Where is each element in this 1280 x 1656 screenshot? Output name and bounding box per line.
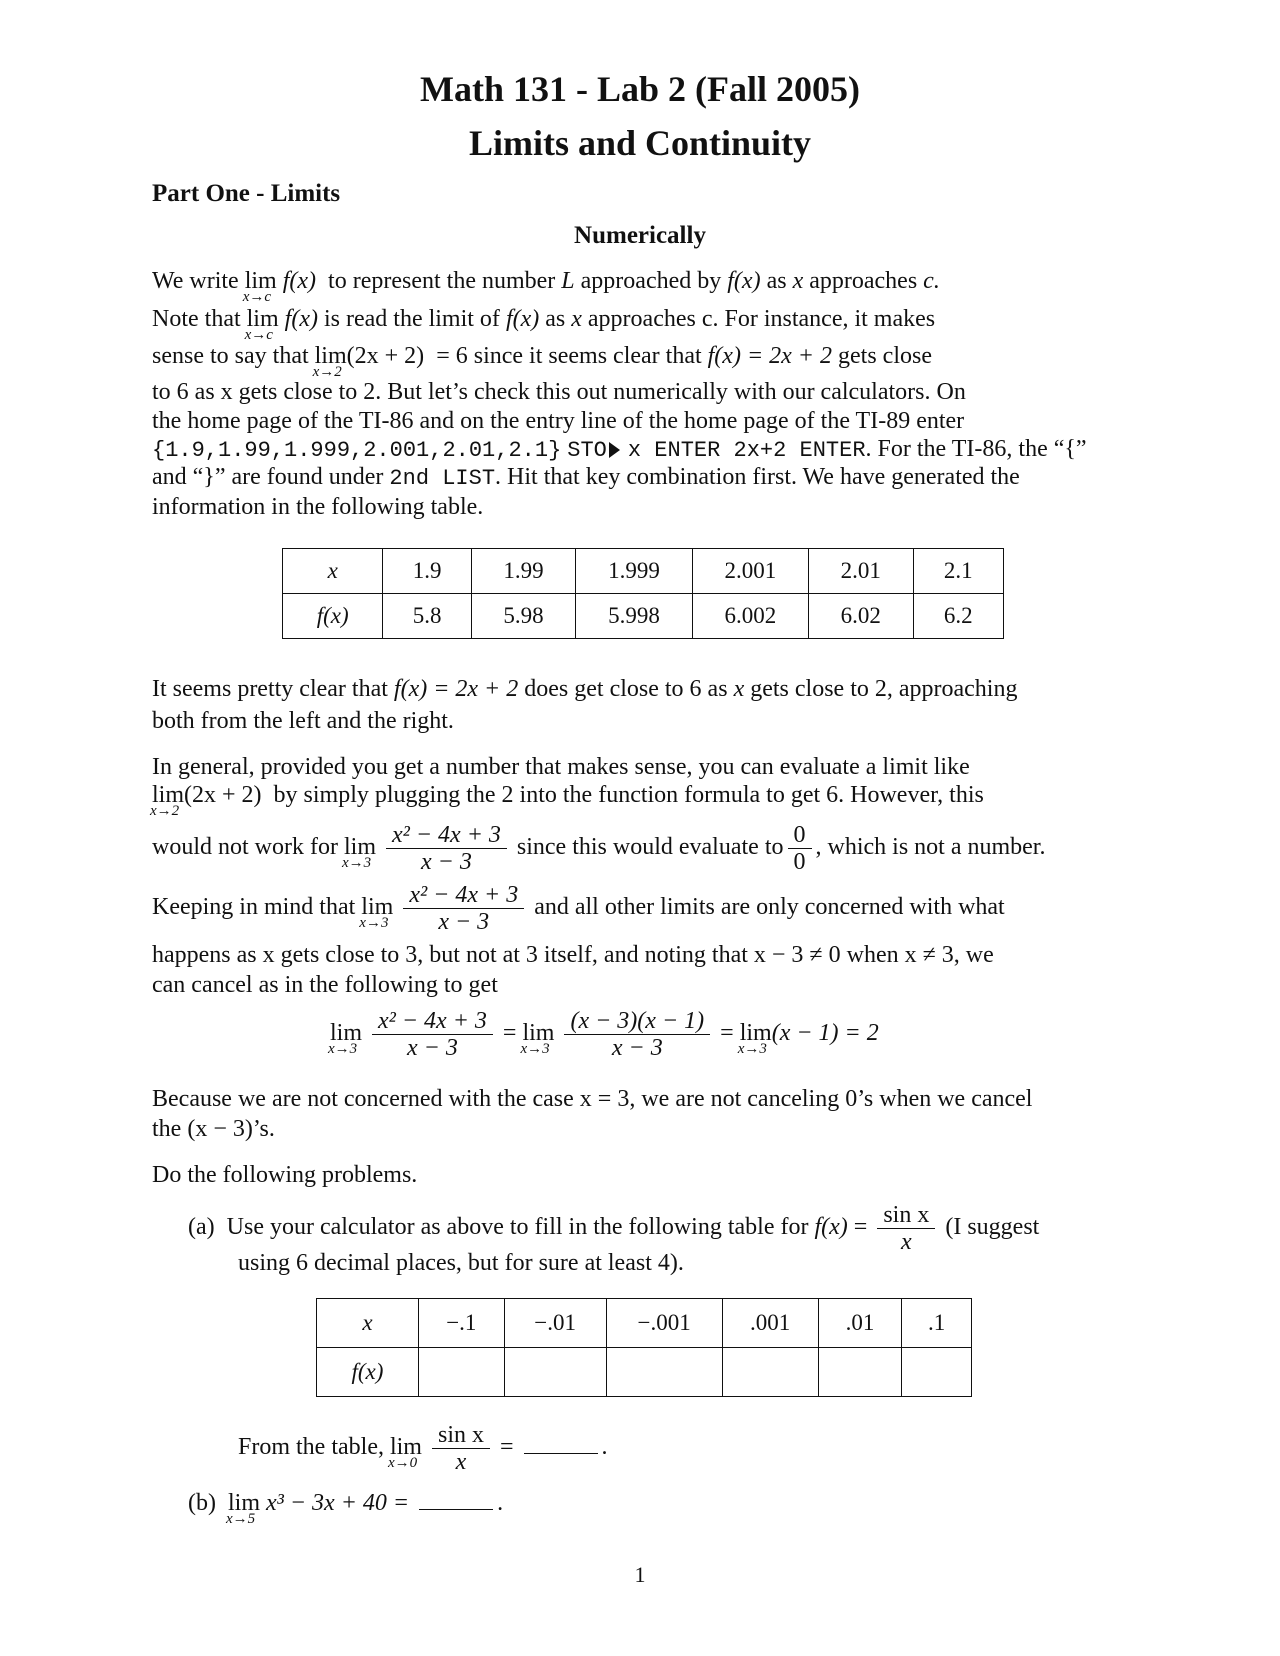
lim-word: lim xyxy=(739,1020,772,1047)
table-cell: 2.1 xyxy=(913,549,1003,594)
lim-word: lim xyxy=(314,343,347,369)
lim-word: lim xyxy=(227,1490,260,1516)
fraction-sinx-over-x xyxy=(432,1422,490,1475)
problem-label: (a) xyxy=(188,1214,215,1241)
limit-expression xyxy=(244,306,279,343)
limit-expression xyxy=(312,343,347,380)
limit-expression xyxy=(150,782,185,819)
table-cell: 5.998 xyxy=(576,594,692,639)
lim-word: lim xyxy=(244,268,277,294)
math-fx: f(x) xyxy=(814,1214,848,1241)
calc-list-input: {1.9,1.99,1.999,2.001,2.01,2.1} xyxy=(152,438,562,463)
text: would not work for xyxy=(152,834,338,861)
limit-expression xyxy=(242,268,277,305)
math-L: L xyxy=(561,268,575,294)
text: approaches xyxy=(809,268,918,294)
table-cell: −.01 xyxy=(504,1299,606,1348)
table-cell: 6.002 xyxy=(692,594,808,639)
table-cell-input[interactable] xyxy=(818,1348,902,1397)
para3-line-6: can cancel as in the following to get xyxy=(152,972,498,998)
fraction-factored xyxy=(564,1008,710,1061)
lim-subscript: x→3 xyxy=(359,915,389,932)
table-row xyxy=(283,594,1004,639)
lim-subscript: x→3 xyxy=(737,1041,767,1058)
limit-expression xyxy=(737,1020,772,1058)
intro-line-7 xyxy=(152,464,1020,491)
table-cell: 5.98 xyxy=(471,594,575,639)
denominator: x xyxy=(901,1229,912,1255)
limit-expression xyxy=(328,1020,363,1058)
text: as xyxy=(545,306,566,332)
text: , which is not a number. xyxy=(815,834,1046,861)
table-cell: .01 xyxy=(818,1299,902,1348)
para3-line-2 xyxy=(150,782,984,819)
problem-a-line-2: using 6 decimal places, but for sure at least 4). xyxy=(238,1250,684,1276)
lim-subscript: x→5 xyxy=(225,1511,256,1527)
table-cell: 6.02 xyxy=(809,594,913,639)
math-x: x xyxy=(571,306,582,332)
table-cell: 5.8 xyxy=(383,594,471,639)
numerator: 0 xyxy=(788,822,812,849)
cell-text: x xyxy=(327,558,338,583)
equals-sign: = xyxy=(502,1020,517,1047)
text: since this would evaluate to xyxy=(516,834,784,861)
math-linear: (2x + 2) xyxy=(346,343,425,369)
para2-line-2: both from the left and the right. xyxy=(152,708,454,734)
table-header-x xyxy=(283,549,383,594)
numerator: sin x xyxy=(432,1422,490,1449)
text: as xyxy=(766,268,787,294)
para3-line-3 xyxy=(152,822,1045,875)
lim-subscript: x→3 xyxy=(341,855,372,872)
para3-line-5: happens as x gets close to 3, but not at 3 itself, and noting that x − 3 ≠ 0 when x ≠ 3, we xyxy=(152,942,994,968)
lim-subscript: x→c xyxy=(242,289,272,305)
math-fx: f(x) xyxy=(727,268,761,294)
table-row xyxy=(283,549,1004,594)
table-cell-input[interactable] xyxy=(722,1348,818,1397)
problem-label: (b) xyxy=(188,1490,216,1516)
text: . Hit that key combination first. We have generated the xyxy=(495,464,1020,490)
limit-expression xyxy=(520,1020,555,1058)
denominator: x xyxy=(455,1449,467,1475)
denominator: x − 3 xyxy=(421,849,472,875)
intro-line-4: to 6 as x gets close to 2. But let’s check this out numerically with our calculators. On xyxy=(152,379,966,405)
table-cell: .001 xyxy=(722,1299,818,1348)
math-x: x xyxy=(733,676,745,702)
numerator: x² − 4x + 3 xyxy=(372,1008,493,1035)
answer-blank[interactable] xyxy=(419,1509,493,1510)
table-cell: −.1 xyxy=(418,1299,504,1348)
text: and “}” are found under xyxy=(152,464,384,490)
lim-word: lim xyxy=(343,834,376,861)
math-f-def: f(x) = 2x + 2 xyxy=(393,676,519,702)
fraction-sinx-over-x xyxy=(877,1202,935,1255)
text: gets close xyxy=(838,343,932,369)
text: Use your calculator as above to fill in the following table for xyxy=(226,1214,809,1241)
fraction-quadratic xyxy=(372,1008,493,1061)
table-cell-input[interactable] xyxy=(418,1348,504,1397)
problem-b-line: (b) lim x→5 x³ − 3x + 40 = . xyxy=(188,1490,504,1527)
answer-blank[interactable] xyxy=(524,1453,598,1454)
math-cubic: x³ − 3x + 40 = xyxy=(266,1490,410,1516)
math-equals-6: = 6 xyxy=(436,343,468,369)
lim-subscript: x→c xyxy=(244,327,273,343)
math-linear: (2x + 2) xyxy=(184,782,262,808)
table-cell: 1.999 xyxy=(576,549,692,594)
table-cell: .1 xyxy=(902,1299,972,1348)
table-cell: 1.99 xyxy=(471,549,575,594)
cell-text: f(x) xyxy=(316,603,349,628)
page-number: 1 xyxy=(634,1562,646,1587)
intro-line-2 xyxy=(152,306,936,343)
calc-2nd-list: 2nd LIST xyxy=(389,466,496,491)
text: approached by xyxy=(580,268,722,294)
sto-arrow-icon xyxy=(609,442,620,458)
text: approaches c. For instance, it makes xyxy=(587,306,936,332)
lim-subscript: x→0 xyxy=(387,1455,418,1472)
limit-expression xyxy=(387,1434,422,1472)
lim-word: lim xyxy=(246,306,279,332)
from-table-line: From the table, lim x→0 $\frac{\text{sin x}}{x}$ = . xyxy=(238,1422,608,1475)
section-heading: Numerically xyxy=(574,222,706,249)
denominator: x − 3 xyxy=(438,909,490,935)
table-cell-input[interactable] xyxy=(902,1348,972,1397)
math-f-def: f(x) = 2x + 2 xyxy=(707,343,832,369)
intro-line-6 xyxy=(152,436,1087,463)
text: It seems pretty clear that xyxy=(152,676,388,702)
text: does get close to 6 as xyxy=(524,676,728,702)
para4-line-2: the (x − 3)’s. xyxy=(152,1116,275,1142)
denominator: x − 3 xyxy=(611,1035,663,1061)
table-cell: −.001 xyxy=(606,1299,722,1348)
numerator: x² − 4x + 3 xyxy=(403,882,524,909)
math-c: c. xyxy=(923,268,940,294)
text: to represent the number xyxy=(328,268,556,294)
text: From the table, xyxy=(238,1434,384,1461)
math-fx: f(x) xyxy=(505,306,540,332)
intro-line-5: the home page of the TI-86 and on the entry line of the home page of the TI-89 enter xyxy=(152,408,965,434)
limit-expression xyxy=(225,1490,260,1527)
calc-keystrokes: x ENTER 2x+2 ENTER xyxy=(627,438,866,463)
table-cell: 1.9 xyxy=(383,549,471,594)
lim-word: lim xyxy=(389,1434,422,1461)
values-table-1 xyxy=(282,548,1004,639)
para3-line-4 xyxy=(152,882,1005,935)
numerator: x² − 4x + 3 xyxy=(386,822,507,849)
math-fx: f(x) xyxy=(284,306,318,332)
intro-line-3 xyxy=(152,343,932,380)
lim-subscript: x→3 xyxy=(328,1041,358,1058)
equals-sign: = xyxy=(500,1434,514,1461)
table-header-fx xyxy=(317,1348,419,1397)
part-heading: Part One - Limits xyxy=(152,180,341,207)
lim-word: lim xyxy=(152,782,185,808)
text: is read the limit of xyxy=(323,306,500,332)
math-result: (x − 1) = 2 xyxy=(771,1020,879,1047)
denominator: 0 xyxy=(793,849,806,875)
table-cell: 2.001 xyxy=(692,549,808,594)
equals-sign: = xyxy=(720,1020,734,1047)
cell-text: f(x) xyxy=(351,1359,384,1384)
para3-line-1: In general, provided you get a number that makes sense, you can evaluate a limit like xyxy=(152,754,970,780)
intro-line-1 xyxy=(152,268,940,305)
text: (I suggest xyxy=(945,1214,1040,1241)
lim-subscript: x→2 xyxy=(312,364,342,380)
table-cell: 2.01 xyxy=(809,549,913,594)
para4-line-1: Because we are not concerned with the case x = 3, we are not canceling 0’s when we cancel xyxy=(152,1086,1033,1112)
math-fx: f(x) xyxy=(282,268,317,294)
table-header-fx xyxy=(283,594,383,639)
text: by simply plugging the 2 into the function formula to get 6. However, this xyxy=(273,782,984,808)
limit-expression xyxy=(341,834,376,872)
text: Keeping in mind that xyxy=(152,894,356,921)
fraction-quadratic xyxy=(386,822,507,875)
text: gets close to 2, approaching xyxy=(750,676,1018,702)
numerator: sin x xyxy=(877,1202,935,1229)
table-row xyxy=(317,1299,972,1348)
lim-word: lim xyxy=(361,894,394,921)
lim-subscript: x→2 xyxy=(150,803,180,819)
text: since it seems clear that xyxy=(473,343,702,369)
document-subtitle: Limits and Continuity xyxy=(468,123,812,163)
numerator: (x − 3)(x − 1) xyxy=(564,1008,710,1035)
limit-expression xyxy=(359,894,394,932)
problem-a-line-1 xyxy=(188,1202,1039,1255)
table-cell-input[interactable] xyxy=(606,1348,722,1397)
values-table-2 xyxy=(316,1298,972,1397)
para2-line-1 xyxy=(152,676,1017,703)
calc-sto-key: STO xyxy=(567,438,607,463)
text: sense to say that xyxy=(152,343,309,369)
text: . For the TI-86, the “{” xyxy=(865,436,1087,462)
fraction-quadratic xyxy=(403,882,524,935)
lim-word: lim xyxy=(522,1020,555,1047)
lim-word: lim xyxy=(330,1020,363,1047)
display-equation xyxy=(330,1008,879,1061)
document-title: Math 131 - Lab 2 (Fall 2005) xyxy=(420,69,860,109)
cell-text: x xyxy=(362,1310,373,1335)
table-header-x xyxy=(317,1299,419,1348)
equals-sign: = xyxy=(853,1214,868,1241)
math-x: x xyxy=(792,268,804,294)
table-cell: 6.2 xyxy=(913,594,1003,639)
table-cell-input[interactable] xyxy=(504,1348,606,1397)
text: We write xyxy=(152,268,239,294)
lim-subscript: x→3 xyxy=(520,1041,550,1058)
text: Note that xyxy=(152,306,241,332)
text: and all other limits are only concerned with what xyxy=(534,894,1005,921)
intro-line-8: information in the following table. xyxy=(152,494,484,520)
problems-intro: Do the following problems. xyxy=(152,1162,418,1188)
denominator: x − 3 xyxy=(407,1035,458,1061)
fraction-zero-over-zero xyxy=(788,822,812,875)
table-row xyxy=(317,1348,972,1397)
